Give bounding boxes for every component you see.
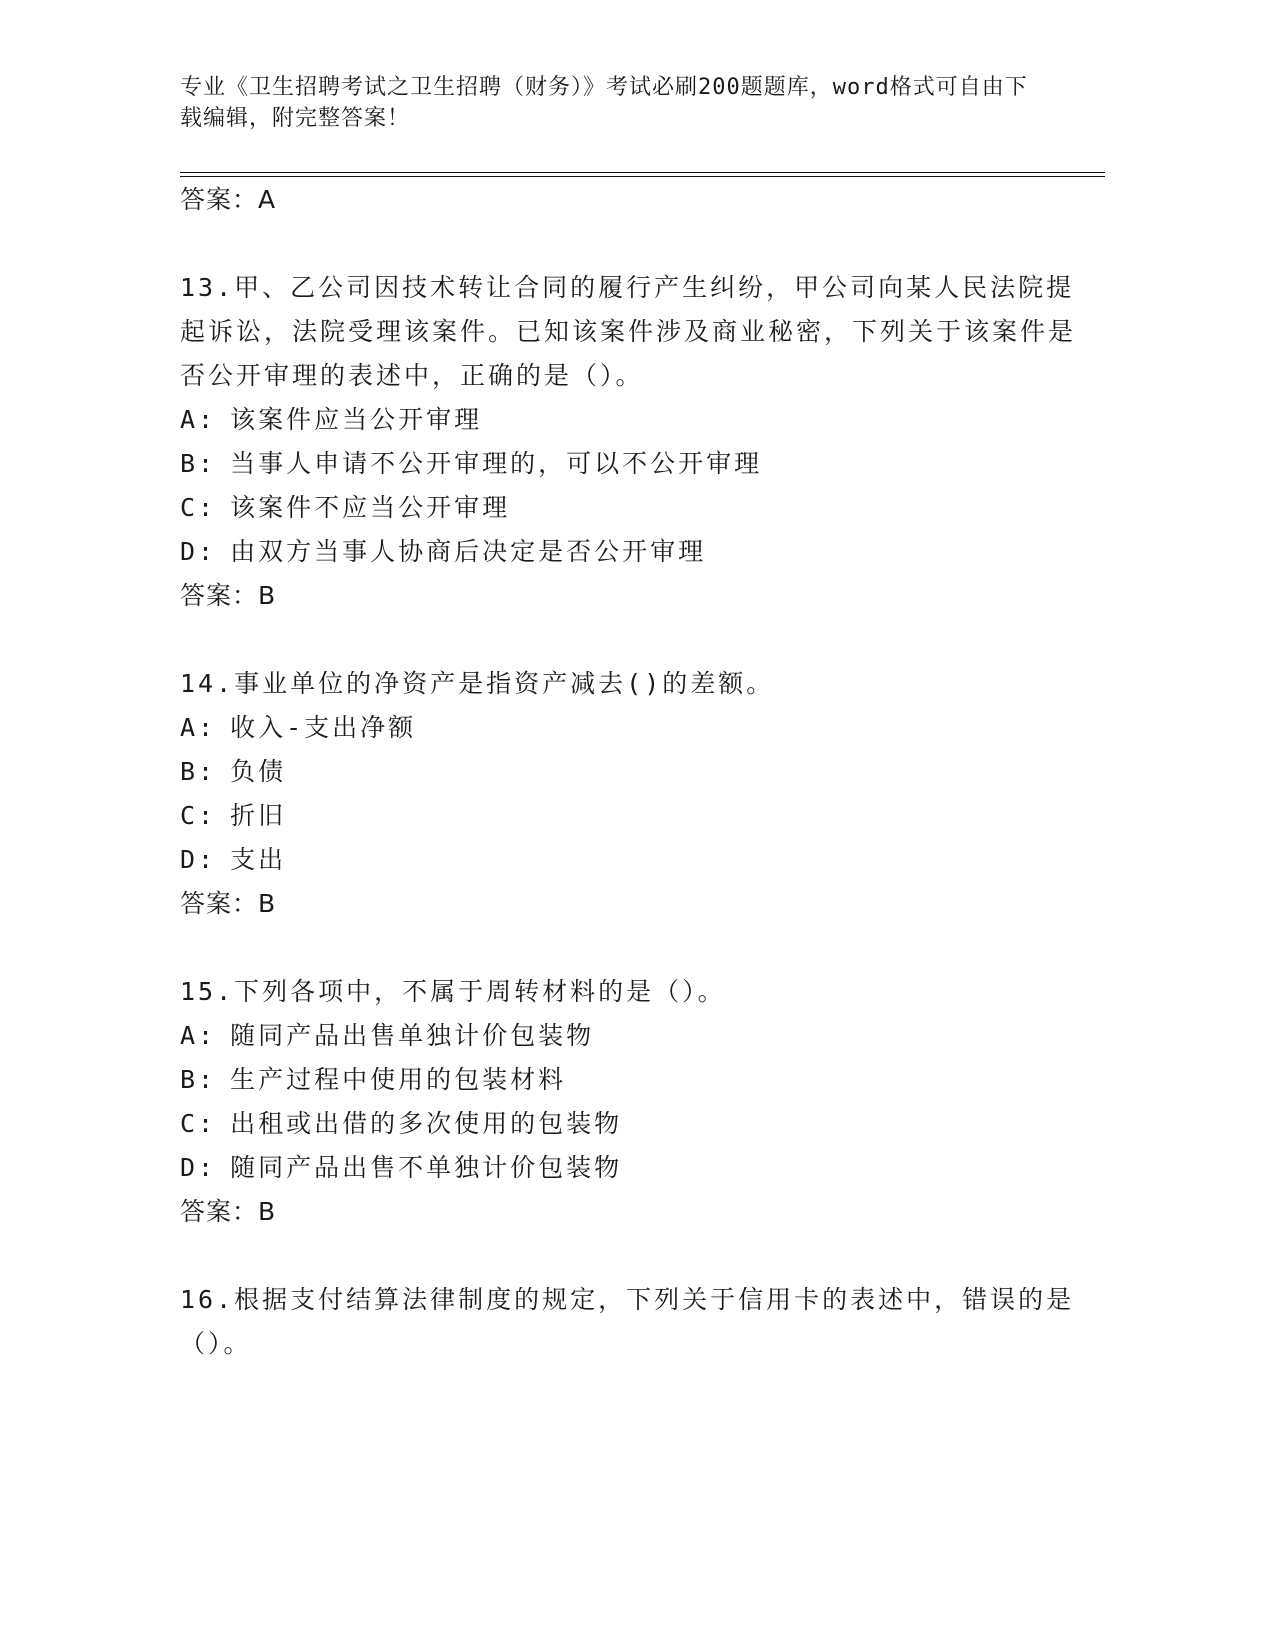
option-text: 当事人申请不公开审理的，可以不公开审理 xyxy=(230,449,763,478)
spacer xyxy=(180,926,1080,970)
option-b xyxy=(180,1058,1080,1102)
option-text: 生产过程中使用的包装材料 xyxy=(230,1065,567,1094)
option-text: 支出 xyxy=(230,845,287,874)
option-text: 出租或出借的多次使用的包装物 xyxy=(230,1109,623,1138)
option-letter: A: xyxy=(180,405,217,434)
option-text: 折旧 xyxy=(230,801,287,830)
option-d xyxy=(180,838,1080,882)
option-text: 由双方当事人协商后决定是否公开审理 xyxy=(230,537,707,566)
question-14 xyxy=(180,662,1080,926)
option-text: 该案件不应当公开审理 xyxy=(230,493,511,522)
option-letter: C: xyxy=(180,493,217,522)
header-rule-bottom xyxy=(180,176,1105,177)
answer-line: 答案：B xyxy=(180,889,277,918)
option-a xyxy=(180,398,1080,442)
option-letter: C: xyxy=(180,1109,217,1138)
option-text: 收入-支出净额 xyxy=(230,713,417,742)
question-15 xyxy=(180,970,1080,1234)
option-c xyxy=(180,486,1080,530)
option-letter: C: xyxy=(180,801,217,830)
spacer xyxy=(180,1234,1080,1278)
question-13 xyxy=(180,266,1080,618)
option-text: 负债 xyxy=(230,757,287,786)
header-rule-top xyxy=(180,172,1105,173)
option-letter: B: xyxy=(180,757,217,786)
option-letter: A: xyxy=(180,1021,217,1050)
answer-line: 答案：B xyxy=(180,581,277,610)
option-d xyxy=(180,1146,1080,1190)
option-text: 随同产品出售单独计价包装物 xyxy=(230,1021,595,1050)
option-d xyxy=(180,530,1080,574)
option-c xyxy=(180,1102,1080,1146)
option-c xyxy=(180,794,1080,838)
question-stem: 14.事业单位的净资产是指资产减去()的差额。 xyxy=(180,669,775,698)
option-letter: D: xyxy=(180,845,217,874)
option-text: 该案件应当公开审理 xyxy=(230,405,483,434)
option-text: 随同产品出售不单独计价包装物 xyxy=(230,1153,623,1182)
answer-line: 答案：A xyxy=(180,185,277,214)
option-a xyxy=(180,1014,1080,1058)
option-letter: D: xyxy=(180,1153,217,1182)
question-stem: 13.甲、乙公司因技术转让合同的履行产生纠纷，甲公司向某人民法院提起诉讼，法院受理该案件。已知该案件涉及商业秘密，下列关于该案件是否公开审理的表述中，正确的是（）。 xyxy=(180,273,1077,390)
question-16 xyxy=(180,1278,1080,1366)
question-list xyxy=(180,178,1080,1366)
option-letter: A: xyxy=(180,713,217,742)
question-stem: 16.根据支付结算法律制度的规定，下列关于信用卡的表述中，错误的是（）。 xyxy=(180,1285,1075,1358)
spacer xyxy=(180,222,1080,266)
option-a xyxy=(180,706,1080,750)
question-stem: 15.下列各项中，不属于周转材料的是（）。 xyxy=(180,977,726,1006)
option-letter: D: xyxy=(180,537,217,566)
document-header: 专业《卫生招聘考试之卫生招聘（财务）》考试必刷200题题库，word格式可自由下载编辑，附完整答案！ xyxy=(180,75,1028,131)
answer-line: 答案：B xyxy=(180,1197,277,1226)
option-letter: B: xyxy=(180,1065,217,1094)
option-b xyxy=(180,442,1080,486)
option-letter: B: xyxy=(180,449,217,478)
option-b xyxy=(180,750,1080,794)
spacer xyxy=(180,618,1080,662)
